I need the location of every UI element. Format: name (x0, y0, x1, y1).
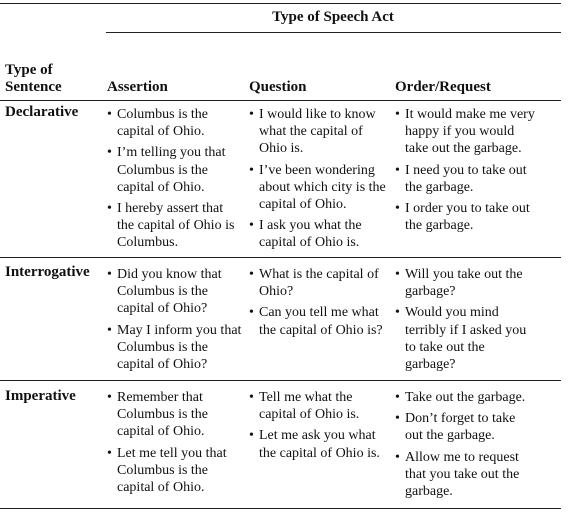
super-header: Type of Speech Act (272, 9, 394, 25)
list-item: • Take out the garbage. (395, 389, 535, 406)
list-item: • Tell me what the capital of Ohio is. (249, 389, 391, 423)
list-item: • Don’t forget to take out the garbage. (395, 410, 535, 444)
list-item: • It would make me very happy if you would take out the garbage. (395, 106, 535, 158)
list-item: • Did you know that Columbus is the capital of Ohio? (107, 266, 242, 318)
list-item: • I order you to take out the garbage. (395, 200, 535, 234)
cell-imperative-question (249, 389, 391, 466)
cell-interrogative-question (249, 266, 391, 343)
row-label-imperative: Imperative (5, 388, 76, 404)
cell-imperative-order-request (395, 389, 535, 504)
cell-interrogative-assertion (107, 266, 242, 377)
row-label-interrogative: Interrogative (5, 264, 90, 280)
list-item: • I’ve been wondering about which city is the capital of Ohio. (249, 162, 391, 214)
list-item: • Will you take out the garbage? (395, 266, 535, 300)
list-item: • Allow me to request that you take out the garbage. (395, 449, 535, 501)
top-rule (0, 3, 561, 4)
bottom-rule (0, 508, 561, 509)
cell-declarative-order-request (395, 106, 535, 238)
list-item: • I would like to know what the capital of Ohio is. (249, 106, 391, 158)
row-divider-1 (0, 257, 561, 258)
header-rule (0, 100, 561, 101)
list-item: • I hereby assert that the capital of Ohio is Columbus. (107, 200, 242, 252)
cell-declarative-question (249, 106, 391, 256)
list-item: • May I inform you that Columbus is the capital of Ohio? (107, 322, 242, 374)
list-item: • Would you mind terribly if I asked you to take out the garbage? (395, 304, 535, 373)
list-item: • I need you to take out the garbage. (395, 162, 535, 196)
column-header-order-request: Order/Request (395, 79, 491, 95)
row-label-declarative: Declarative (5, 104, 79, 120)
column-header-question: Question (249, 79, 307, 95)
cell-interrogative-order-request (395, 266, 535, 377)
list-item: • I ask you what the capital of Ohio is. (249, 217, 391, 251)
list-item: • Can you tell me what the capital of Ohio is? (249, 304, 391, 338)
list-item: • I’m telling you that Columbus is the capital of Ohio. (107, 144, 242, 196)
list-item: • Columbus is the capital of Ohio. (107, 106, 242, 140)
cell-declarative-assertion (107, 106, 242, 256)
row-header-label: Type of Sentence (5, 62, 62, 95)
list-item: • Let me tell you that Columbus is the capital of Ohio. (107, 445, 242, 497)
column-header-assertion: Assertion (107, 79, 168, 95)
list-item: • Remember that Columbus is the capital of Ohio. (107, 389, 242, 441)
row-divider-2 (0, 380, 561, 381)
list-item: • What is the capital of Ohio? (249, 266, 391, 300)
super-header-rule (106, 32, 561, 33)
list-item: • Let me ask you what the capital of Ohio is. (249, 427, 391, 461)
cell-imperative-assertion (107, 389, 242, 500)
